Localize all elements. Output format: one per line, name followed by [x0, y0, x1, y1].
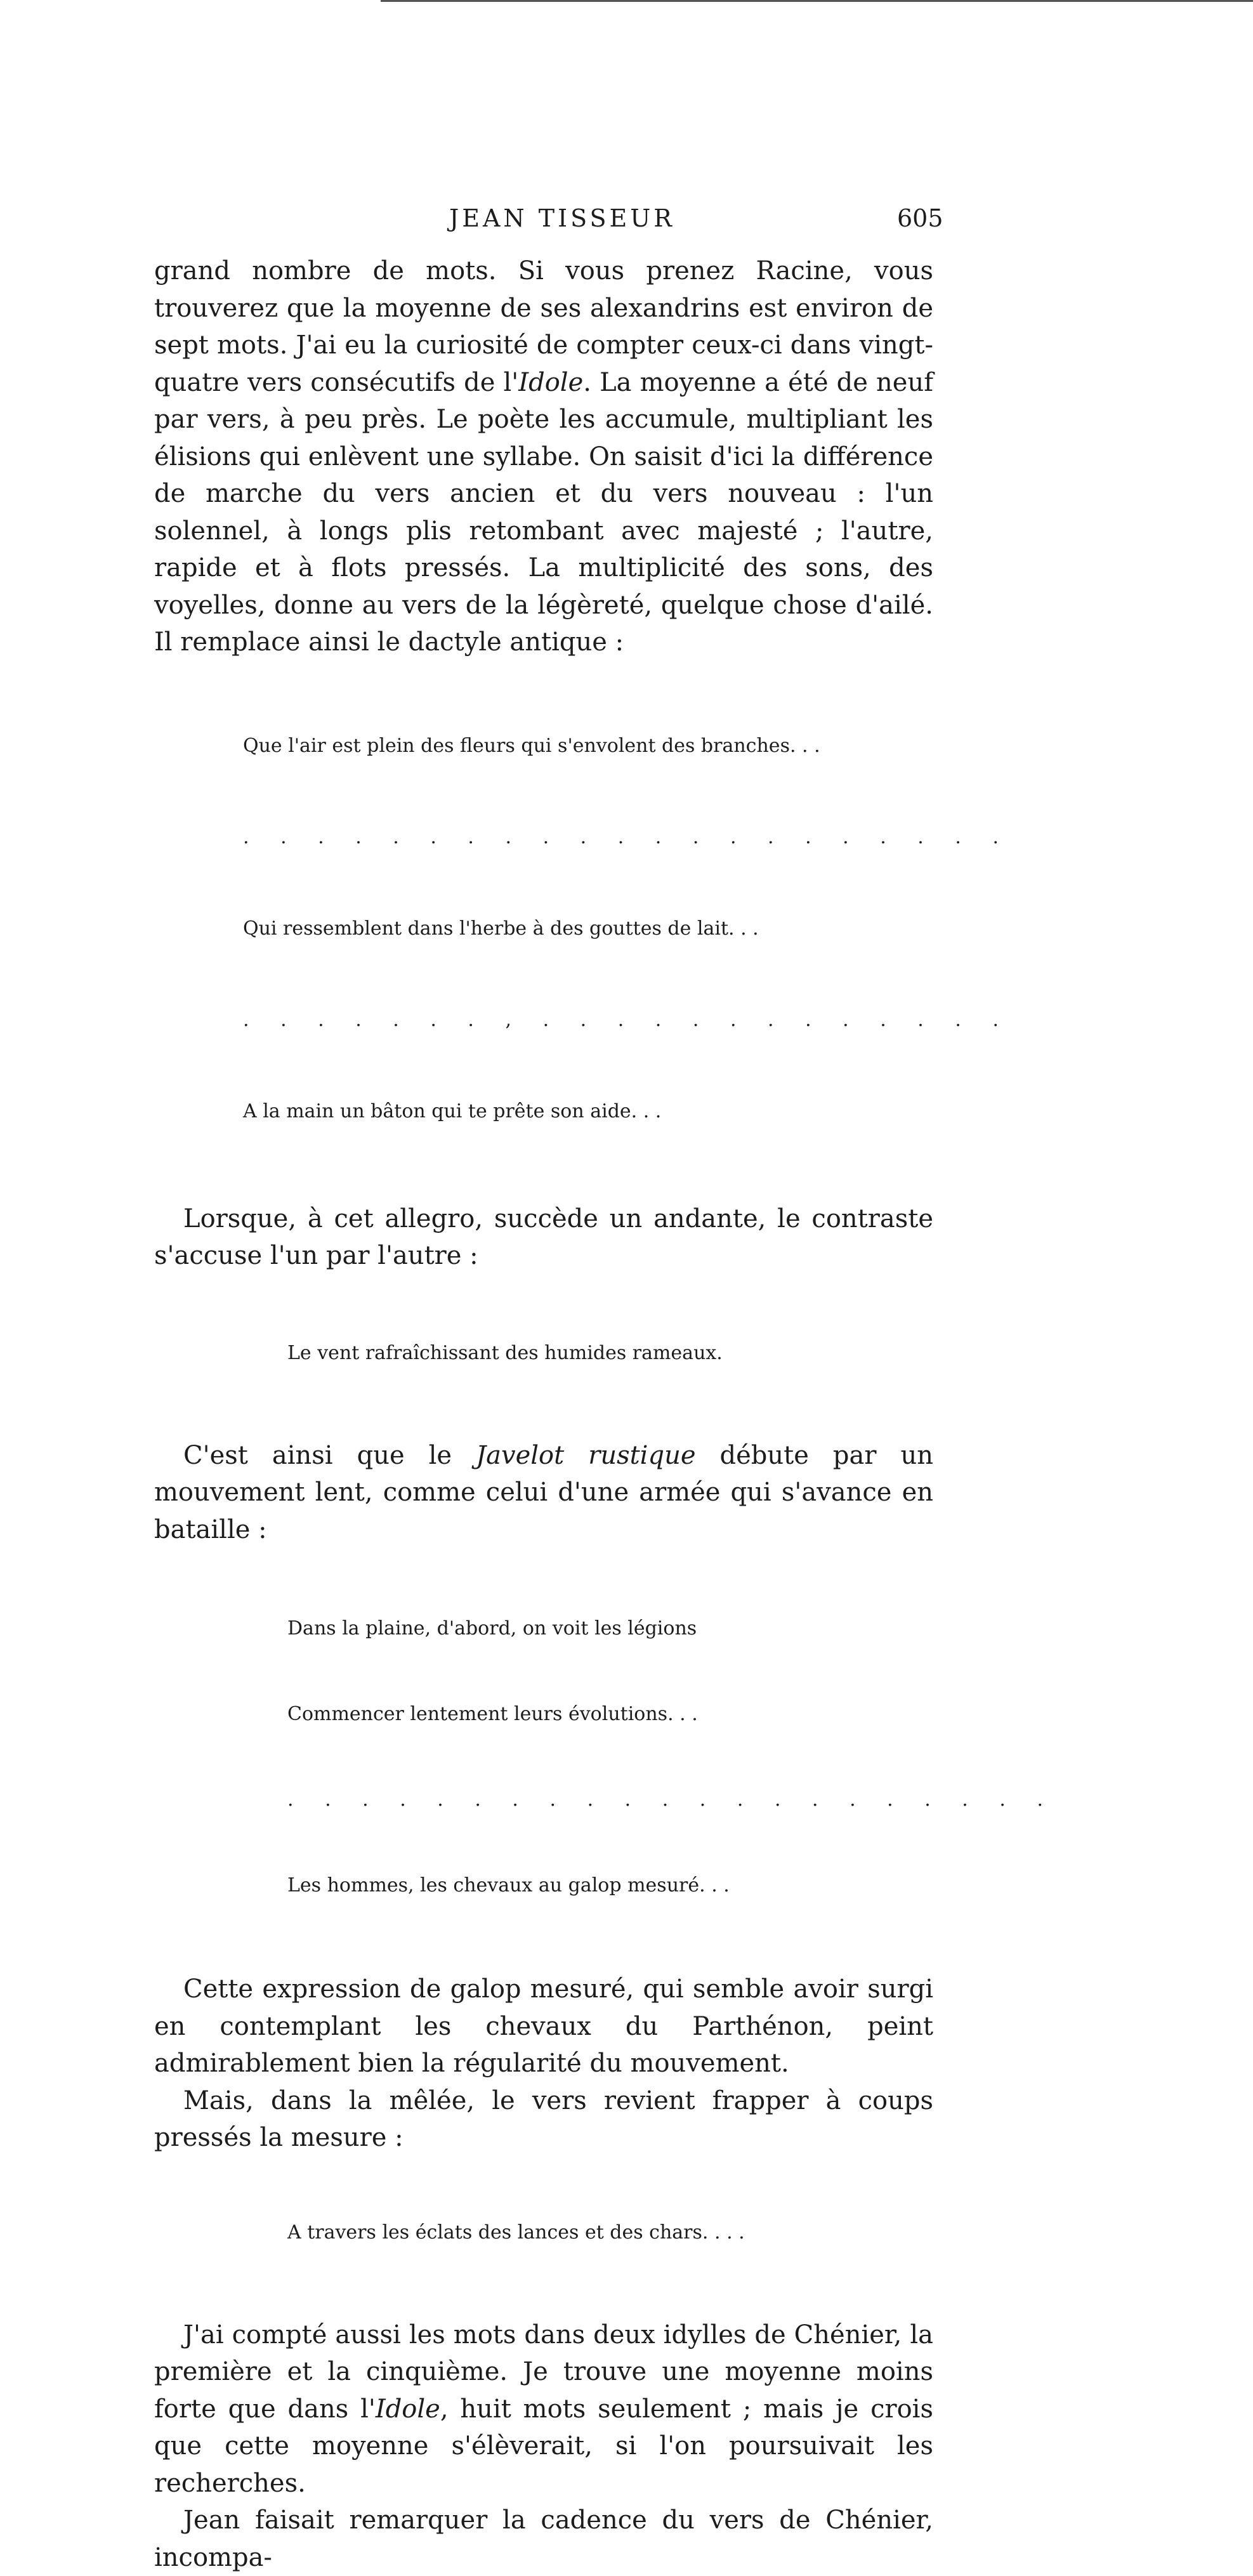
verse-quote-3 — [287, 1557, 1056, 1957]
verse-line: Les hommes, les chevaux au galop mesuré. . . — [287, 1874, 730, 1896]
verse-quote-1 — [243, 670, 1011, 1188]
paragraph-6-italic: Idole — [375, 2394, 440, 2424]
verse-quote-4 — [287, 2163, 933, 2303]
verse-quote-2 — [287, 1284, 933, 1423]
paragraph-3-italic: Javelot rustique — [476, 1440, 696, 1470]
verse-line: Le vent rafraîchissant des humides rameaux. — [287, 1341, 723, 1364]
paragraph-1 — [154, 253, 933, 661]
paragraph-1-text: grand nombre de mots. Si vous prenez Racine, vous trouverez que la moyenne de ses alexandrins est environ de sept mots. J'ai eu la curiosité de compter ceux-ci dans vingt-quatre vers consécutifs de l' — [154, 256, 933, 397]
paragraph-2: Lorsque, à cet allegro, succède un andante, le contraste s'accuse l'un par l'autre : — [154, 1204, 933, 1270]
verse-line: A travers les éclats des lances et des chars. . . . — [287, 2221, 745, 2244]
ellipsis-line: . . . . . . . , . . . . . . . . . . . . . — [243, 1008, 1011, 1031]
paragraph-3-text: C'est ainsi que le — [183, 1440, 476, 1470]
paragraph-1-italic: Idole — [518, 367, 584, 397]
verse-line: Commencer lentement leurs évolutions. . . — [287, 1703, 698, 1725]
paragraph-6 — [154, 2316, 933, 2502]
paragraph-5: Mais, dans la mêlée, le vers revient frapper à coups pressés la mesure : — [154, 2086, 933, 2152]
running-title: JEAN TISSEUR — [449, 204, 675, 232]
running-head — [0, 204, 1253, 242]
paragraph-1-text-rest: . La moyenne a été de neuf par vers, à peu près. Le poète les accumule, multipliant les élisions qui enlèvent une syllabe. On saisit d'ici la différence de marche du vers ancien et du vers nouveau : l'un solennel, à longs plis retombant avec majesté ; l'autre, rapide et à flots pressés. La multiplicité des sons, des voyelles, donne au vers de la légèreté, quelque chose d'ailé. Il remplace ainsi le dactyle antique : — [154, 367, 934, 657]
paragraph-3-text-rest: débute par un mouvement lent, comme celui d'une armée qui s'avance en bataille : — [154, 1440, 933, 1544]
paragraph-3 — [154, 1437, 933, 1549]
text-block — [154, 253, 1056, 2576]
verse-line: Dans la plaine, d'abord, on voit les légions — [287, 1617, 697, 1640]
verse-line: A la main un bâton qui te prête son aide. . . — [243, 1100, 662, 1122]
verse-line: Qui ressemblent dans l'herbe à des gouttes de lait. . . — [243, 917, 759, 940]
verse-line: Que l'air est plein des fleurs qui s'envolent des branches. . . — [243, 734, 820, 757]
top-rule — [381, 0, 1253, 2]
paragraph-7: Jean faisait remarquer la cadence du vers de Chénier, incompa- — [154, 2506, 933, 2572]
paragraph-6-text-rest: , huit mots seulement ; mais je crois que cette moyenne s'élèverait, si l'on poursuivait les recherches. — [154, 2394, 933, 2498]
ellipsis-line: . . . . . . . . . . . . . . . . . . . . . — [243, 825, 1011, 848]
paragraph-6-text: J'ai compté aussi les mots dans deux idylles de Chénier, la première et la cinquième. Je trouve une moyenne moins forte que dans l' — [154, 2320, 933, 2424]
paragraph-4: Cette expression de galop mesuré, qui semble avoir surgi en contemplant les chevaux du Parthénon, peint admirablement bien la régularité du mouvement. — [154, 1975, 933, 2078]
page-number: 605 — [897, 204, 943, 232]
ellipsis-line: . . . . . . . . . . . . . . . . . . . . . — [287, 1789, 1056, 1811]
